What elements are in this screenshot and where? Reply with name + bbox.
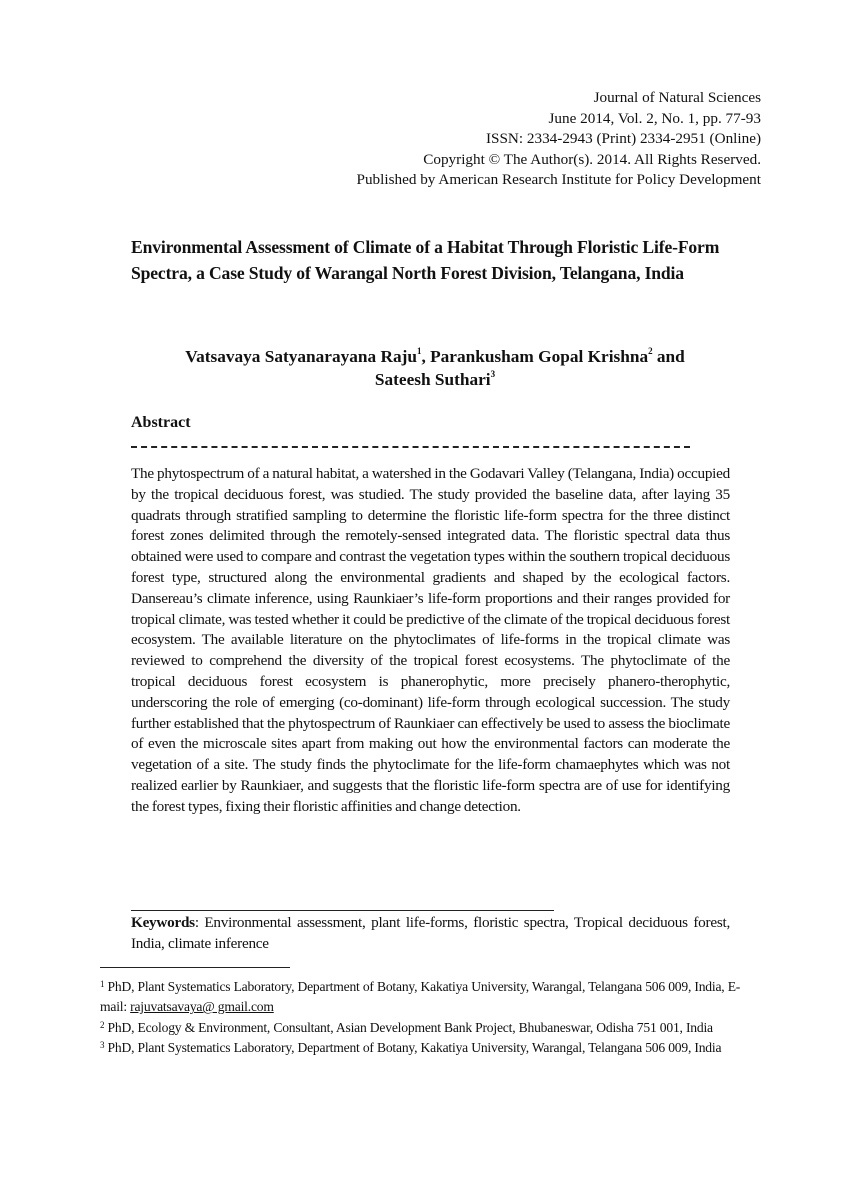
keywords-label: Keywords: [131, 914, 195, 931]
affiliation-mark[interactable]: 2: [648, 346, 653, 356]
affiliation-mark[interactable]: 3: [490, 369, 496, 379]
keywords-divider: [131, 910, 554, 911]
author-name: Vatsavaya Satyanarayana Raju: [185, 347, 417, 366]
keywords-text: : Environmental assessment, plant life-forms, floristic spectra, Tropical deciduous forest, India, climate inference: [131, 914, 730, 952]
footnote-mark: 1: [100, 979, 105, 989]
footnote: [100, 977, 762, 1018]
footnotes: [100, 977, 762, 1058]
footnote-text: PhD, Plant Systematics Laboratory, Department of Botany, Kakatiya University, Warangal, Telangana 506 009, India, E-mail:: [100, 979, 741, 1015]
footnote: [100, 1038, 762, 1058]
journal-header: [357, 88, 762, 191]
email-link[interactable]: rajuvatsavaya@ gmail.com: [130, 999, 274, 1015]
footnote-text: PhD, Ecology & Environment, Consultant, Asian Development Bank Project, Bhubaneswar, Odisha 751 001, India: [104, 1019, 713, 1035]
author-separator: ,: [421, 347, 431, 366]
affiliation-mark[interactable]: 1: [416, 346, 422, 356]
issue-info: June 2014, Vol. 2, No. 1, pp. 77-93: [548, 109, 761, 127]
abstract-heading: Abstract: [131, 414, 191, 431]
paper-title: Environmental Assessment of Climate of a Habitat Through Floristic Life-Form Spectra, a Case Study of Warangal North Forest Division, Telangana, India: [131, 237, 720, 283]
author-name: Parankusham Gopal Krishna: [430, 347, 649, 366]
publisher: Published by American Research Institute for Policy Development: [356, 171, 761, 189]
copyright: Copyright © The Author(s). 2014. All Rights Reserved.: [423, 150, 761, 168]
footnote-text: PhD, Plant Systematics Laboratory, Department of Botany, Kakatiya University, Warangal, Telangana 506 009, India: [104, 1039, 722, 1055]
footnote-mark: 3: [100, 1039, 105, 1050]
dashed-divider: [131, 446, 690, 448]
journal-name: Journal of Natural Sciences: [593, 89, 761, 106]
author-list: [120, 345, 750, 391]
footnote-mark: 2: [100, 1019, 105, 1030]
footnote-divider: [100, 967, 290, 968]
author-name: Sateesh Suthari: [374, 370, 491, 389]
abstract-body: The phytospectrum of a natural habitat, a watershed in the Godavari Valley (Telangana, India) occupied by the tropical deciduous forest, was studied. The study provided the baseline data, after laying 35 quadrats through stratified sampling to determine the floristic life-form spectra for the three distinct forest zones delimited through the remotely-sensed integrated data. The floristic spectral data thus obtained were used to compare and contrast the vegetation types within the southern tropical deciduous forest type, structured along the environmental gradients and shaped by the ecological factors. Dansereau’s climate inference, using Raunkiaer’s life-form proportions and their ranges provided for tropical climate, was tested whether it could be predictive of the climate of the tropical deciduous forest ecosystem. The available literature on the phytoclimates of life-forms in the tropical climate was reviewed to comprehend the diversity of the tropical forest ecosystems. The phytoclimate of the tropical deciduous forest ecosystem is phanerophytic, more precisely phanero-therophytic, underscoring the role of emerging (co-dominant) life-form through ecological succession. The study further established that the phytospectrum of Raunkiaer can effectively be used to assess the bioclimate of even the microscale sites apart from making out how the environmental factors can moderate the vegetation of a site. The study finds the phytoclimate for the life-form chamaephytes which was not realized earlier by Raunkiaer, and suggests that the floristic life-form spectra are of use for identifying the forest types, fixing their floristic affinities and change detection.: [131, 465, 730, 815]
issn: ISSN: 2334-2943 (Print) 2334-2951 (Online): [485, 130, 761, 148]
keywords: [131, 913, 730, 955]
author-separator: and: [652, 347, 685, 366]
footnote: [100, 1018, 762, 1038]
